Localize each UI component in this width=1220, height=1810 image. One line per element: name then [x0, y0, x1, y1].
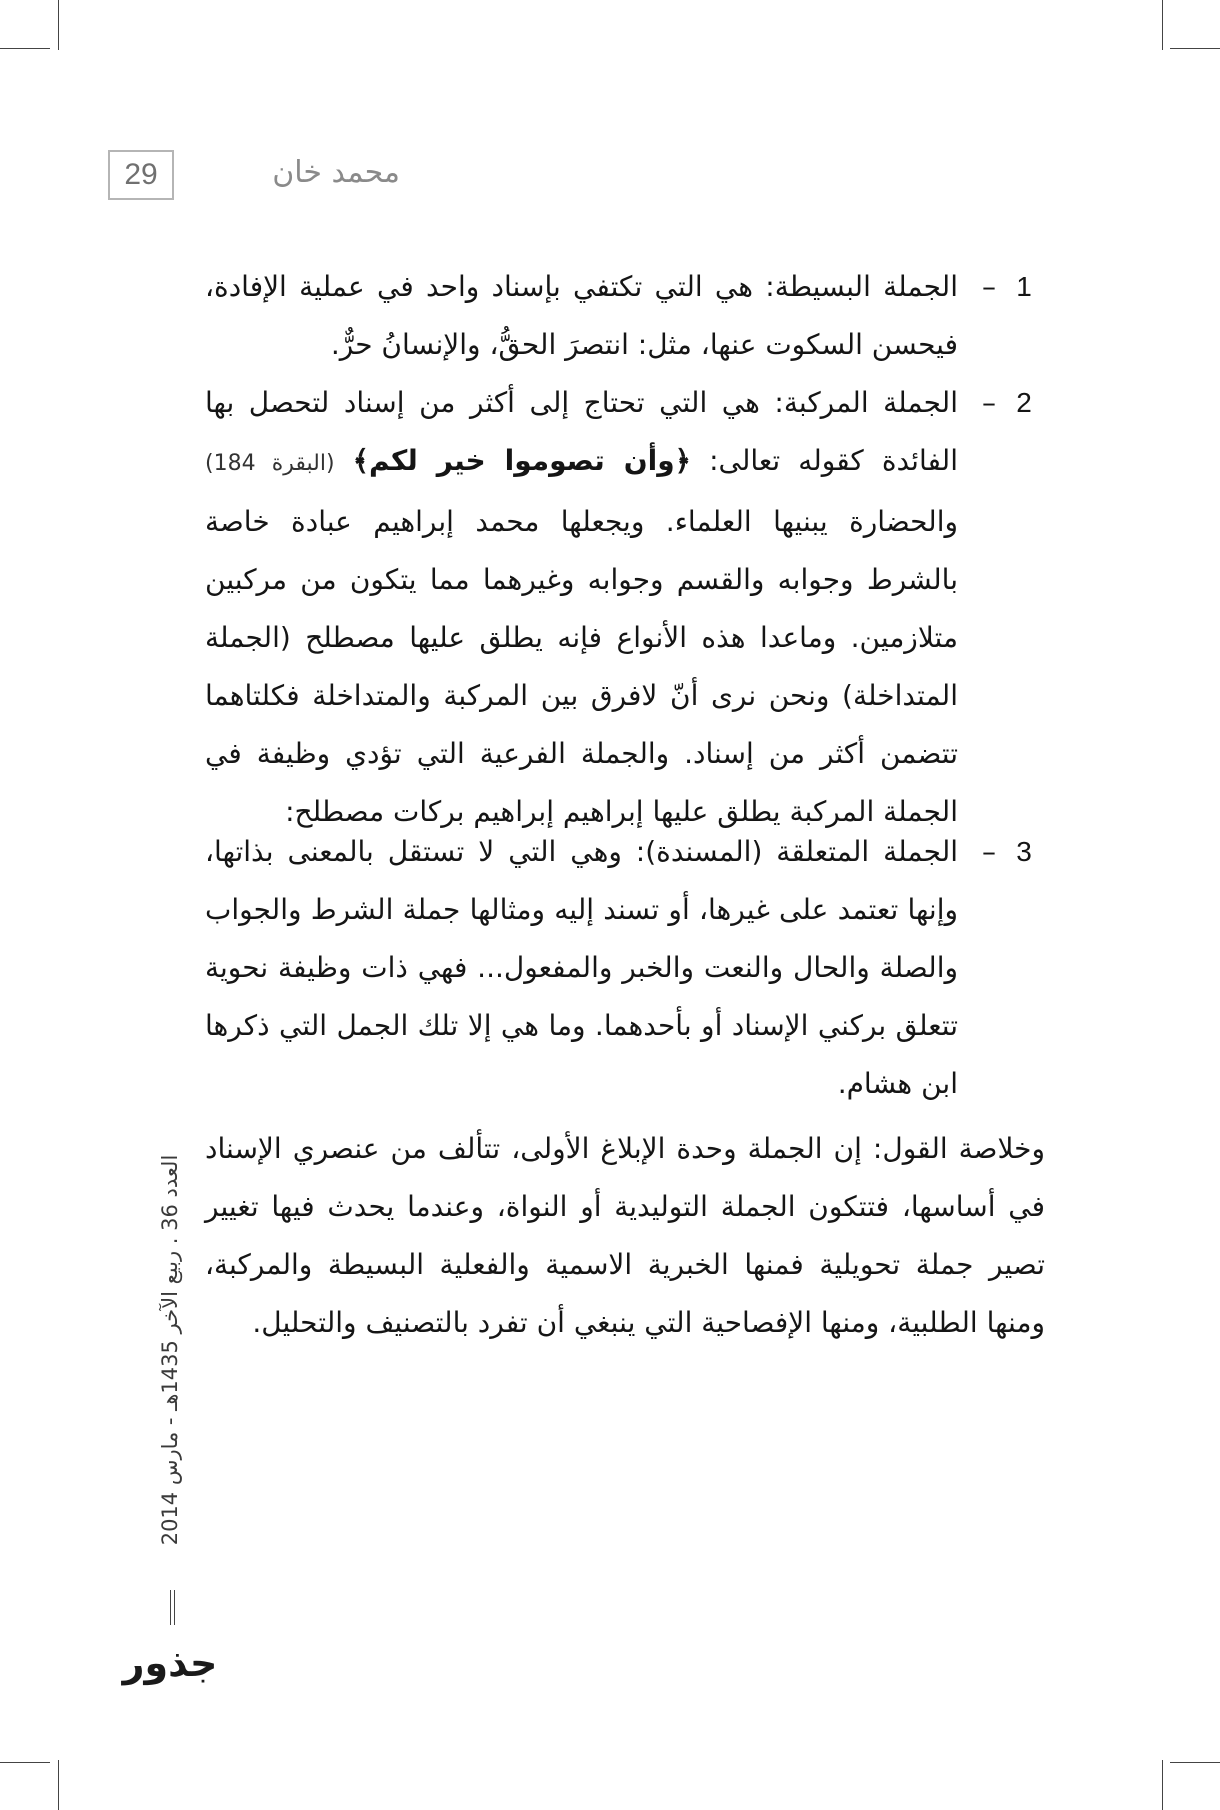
journal-logo-text: جذور [122, 1641, 218, 1685]
running-header-author: محمد خان [272, 155, 400, 190]
crop-mark [58, 1760, 59, 1810]
list-item-text: الجملة المتعلقة (المسندة): وهي التي لا تستقل بالمعنى بذاتها، وإنها تعتمد على غيرها، أو تسند إليه ومثالها جملة الشرط والجواب والصلة والحال والنعت والخبر والمفعول... فهي ذات وظيفة نحوية تتعلق بركني الإسناد أو بأحدهما. وما هي إلا تلك الجمل التي ذكرها ابن هشام. [205, 835, 958, 1100]
quran-verse: ﴿وأن تصوموا خير لكم﴾ [352, 444, 691, 477]
page-number: 29 [108, 150, 174, 200]
journal-logo [120, 1635, 220, 1691]
crop-mark [0, 48, 50, 49]
list-item-number: 1 [1016, 271, 1032, 302]
text-segment: الجملة المركبة: هي التي تحتاج إلى أكثر من إسناد لتحصل بها الفائدة كقوله تعالى: [205, 386, 958, 477]
crop-mark [1162, 0, 1163, 50]
conclusion-paragraph: وخلاصة القول: إن الجملة وحدة الإبلاغ الأولى، تتألف من عنصري الإسناد في أساسها، فتتكون الجملة التوليدية أو النواة، وعندما يحدث فيها تغيير تصير جملة تحويلية فمنها الخبرية الاسمية والفعلية البسيطة والمركبة، ومنها الطلبية، ومنها الإفصاحية التي ينبغي أن تفرد بالتصنيف والتحليل. [205, 1132, 1045, 1339]
crop-mark [1170, 1762, 1220, 1763]
list-item-dash: – [982, 386, 996, 419]
list-item-text: الجملة البسيطة: هي التي تكتفي بإسناد واحد في عملية الإفادة، فيحسن السكوت عنها، مثل: انتصرَ الحقُّ، والإنسانُ حرٌّ. [205, 270, 958, 361]
list-item-2 [205, 374, 1040, 841]
crop-mark [0, 1762, 50, 1763]
crop-mark [1170, 48, 1220, 49]
divider [170, 1590, 175, 1625]
issue-info-text: العدد 36 . ربيع الآخر 1435هـ - مارس 2014 [158, 1154, 182, 1546]
issue-info [150, 1130, 190, 1570]
list-item-number: 2 [1016, 387, 1032, 418]
text-segment: والحضارة يبنيها العلماء. ويجعلها محمد إبراهيم عبادة خاصة بالشرط وجوابه والقسم وجوابه وغيرهما مما يتكون من مركبين متلازمين. وماعدا هذه الأنواع فإنه يطلق عليها مصطلح (الجملة المتداخلة) ونحن نرى أنّ لافرق بين المركبة والمتداخلة فكلتاهما تتضمن أكثر من إسناد. والجملة الفرعية التي تؤدي وظيفة في الجملة المركبة يطلق عليها إبراهيم إبراهيم بركات مصطلح: [205, 505, 958, 828]
crop-mark [58, 0, 59, 50]
list-item-1 [205, 258, 1040, 374]
list-item-3 [205, 823, 1040, 1113]
list-item-dash: – [982, 835, 996, 868]
verse-reference: (البقرة 184) [205, 451, 335, 476]
list-item-number: 3 [1016, 836, 1032, 867]
crop-mark [1162, 1760, 1163, 1810]
list-item-dash: – [982, 270, 996, 303]
list-item-text [205, 374, 958, 841]
